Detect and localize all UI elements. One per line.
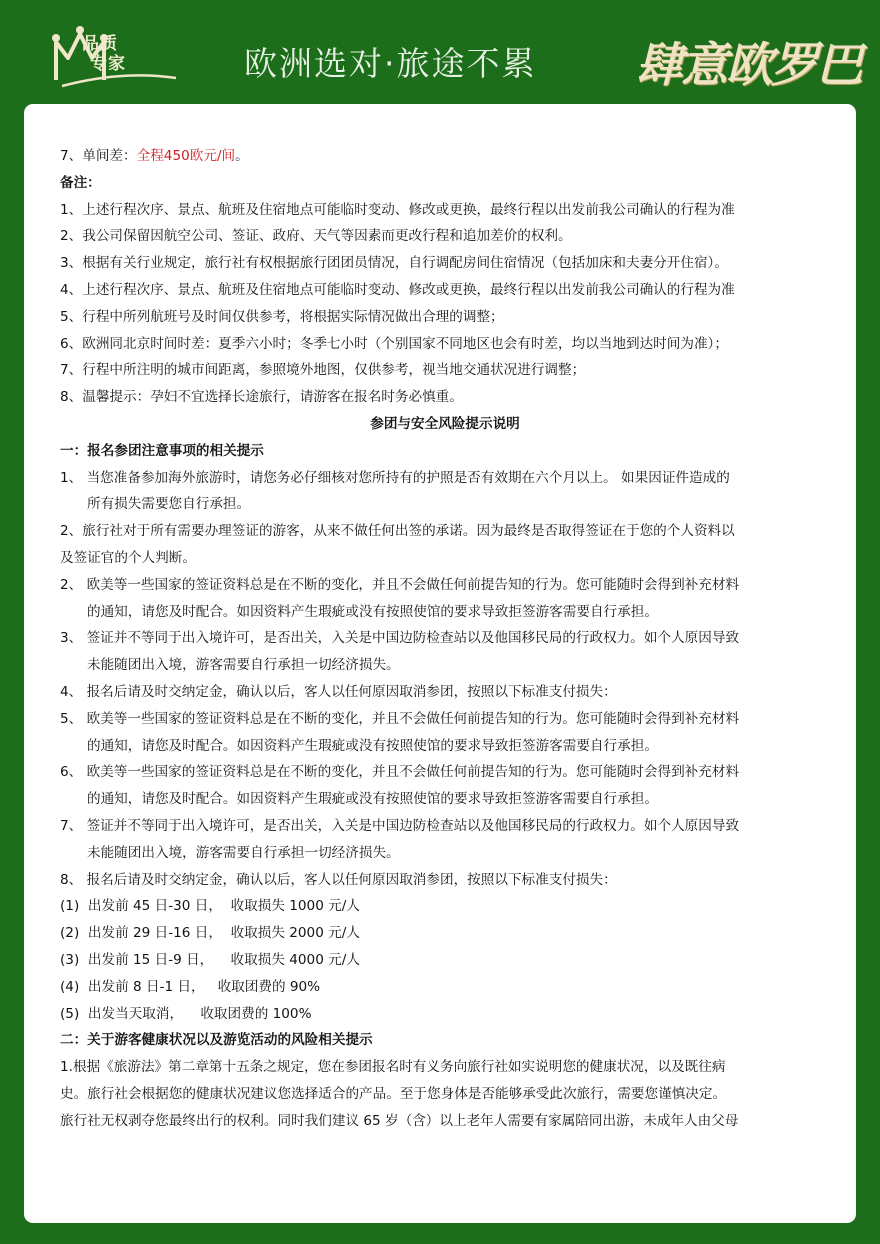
- logo-text-line2: 专家: [90, 54, 126, 74]
- logo-text: [82, 34, 126, 74]
- health-paragraph-line: 旅行社无权剥夺您最终出行的权利。同时我们建议 65 岁（含）以上老年人需要有家属陪同出游，未成年人由父母: [60, 1112, 739, 1129]
- document-body: [60, 143, 830, 1134]
- note-item: 6、欧洲同北京时间时差：夏季六小时；冬季七小时（个别国家不同地区也会有时差，均以当地到达时间为准）；: [60, 335, 728, 352]
- note-item: 2、我公司保留因航空公司、签证、政府、天气等因素而更改行程和追加差价的权利。: [60, 228, 572, 245]
- note-item: 7、行程中所注明的城市间距离，参照境外地图，仅供参考，视当地交通状况进行调整；: [60, 362, 586, 379]
- penalty-item: (1) 出发前 45 日-30 日， 收取损失 1000 元/人: [60, 898, 360, 915]
- part2-heading: 二：关于游客健康状况以及游览活动的风险相关提示: [60, 1032, 373, 1049]
- penalty-item: (3) 出发前 15 日-9 日， 收取损失 4000 元/人: [60, 951, 360, 968]
- registration-item-line: 2、 欧美等一些国家的签证资料总是在不断的变化，并且不会做任何前提告知的行为。您可能随时会得到补充材料: [60, 576, 740, 593]
- note-item: 3、根据有关行业规定，旅行社有权根据旅行团团员情况，自行调配房间住宿情况（包括加床和夫妻分开住宿）。: [60, 255, 728, 272]
- registration-item-continuation: 所有损失需要您自行承担。: [87, 496, 251, 513]
- section-title: 参团与安全风险提示说明: [370, 415, 520, 432]
- penalty-item: (5) 出发当天取消， 收取团费的 100%: [60, 1005, 312, 1022]
- header-banner: [0, 0, 880, 104]
- single-room-label: 7、单间差：: [60, 148, 137, 164]
- registration-item-line: 3、 签证并不等同于出入境许可，是否出关，入关是中国边防检查站以及他国移民局的行政权力。如个人原因导致: [60, 630, 740, 647]
- brand-title: 肆意欧罗巴: [636, 38, 861, 93]
- single-room-supplement: [60, 143, 830, 170]
- penalty-item: (2) 出发前 29 日-16 日， 收取损失 2000 元/人: [60, 925, 360, 942]
- registration-item-line: 2、旅行社对于所有需要办理签证的游客，从来不做任何出签的承诺。因为最终是否取得签证在于您的个人资料以: [60, 523, 735, 540]
- note-item: 5、行程中所列航班号及时间仅供参考，将根据实际情况做出合理的调整；: [60, 308, 504, 325]
- penalty-item: (4) 出发前 8 日-1 日， 收取团费的 90%: [60, 978, 321, 995]
- registration-item-continuation: 的通知，请您及时配合。如因资料产生瑕疵或没有按照使馆的要求导致拒签游客需要自行承担。: [87, 737, 658, 754]
- logo-text-line1: 品质: [82, 34, 118, 54]
- health-paragraph-line: 1.根据《旅游法》第二章第十五条之规定，您在参团报名时有义务向旅行社如实说明您的健康状况，以及既往病: [60, 1059, 726, 1076]
- notes-heading: 备注：: [60, 174, 101, 191]
- registration-item-line: 7、 签证并不等同于出入境许可，是否出关，入关是中国边防检查站以及他国移民局的行政权力。如个人原因导致: [60, 817, 740, 834]
- registration-item-line: 8、 报名后请及时交纳定金，确认以后，客人以任何原因取消参团，按照以下标准支付损失：: [60, 871, 617, 888]
- registration-item-continuation: 的通知，请您及时配合。如因资料产生瑕疵或没有按照使馆的要求导致拒签游客需要自行承担。: [87, 791, 658, 808]
- brand-logo: [52, 24, 182, 88]
- document-card: [24, 104, 856, 1223]
- registration-item-line: 6、 欧美等一些国家的签证资料总是在不断的变化，并且不会做任何前提告知的行为。您可能随时会得到补充材料: [60, 764, 740, 781]
- single-room-suffix: 。: [235, 148, 249, 164]
- registration-item-continuation: 未能随团出入境，游客需要自行承担一切经济损失。: [87, 657, 400, 674]
- registration-item-continuation: 及签证官的个人判断。: [60, 549, 196, 566]
- note-item: 4、上述行程次序、景点、航班及住宿地点可能临时变动、修改或更换，最终行程以出发前我公司确认的行程为准: [60, 281, 735, 298]
- registration-item-line: 5、 欧美等一些国家的签证资料总是在不断的变化，并且不会做任何前提告知的行为。您可能随时会得到补充材料: [60, 710, 740, 727]
- slogan: 欧洲选对·旅途不累: [244, 44, 537, 83]
- health-paragraph-line: 史。旅行社会根据您的健康状况建议您选择适合的产品。至于您身体是否能够承受此次旅行，需要您谨慎决定。: [60, 1085, 727, 1102]
- part1-heading: 一：报名参团注意事项的相关提示: [60, 442, 264, 459]
- registration-item-continuation: 未能随团出入境，游客需要自行承担一切经济损失。: [87, 844, 400, 861]
- single-room-price: 全程450欧元/间: [136, 148, 236, 164]
- note-item: 8、温馨提示：孕妇不宜选择长途旅行，请游客在报名时务必慎重。: [60, 389, 463, 406]
- registration-item-line: 1、 当您准备参加海外旅游时，请您务必仔细核对您所持有的护照是否有效期在六个月以上。 如果因证件造成的: [60, 469, 730, 486]
- note-item: 1、上述行程次序、景点、航班及住宿地点可能临时变动、修改或更换，最终行程以出发前我公司确认的行程为准: [60, 201, 735, 218]
- registration-item-continuation: 的通知，请您及时配合。如因资料产生瑕疵或没有按照使馆的要求导致拒签游客需要自行承担。: [87, 603, 658, 620]
- registration-item-line: 4、 报名后请及时交纳定金，确认以后，客人以任何原因取消参团，按照以下标准支付损失：: [60, 683, 617, 700]
